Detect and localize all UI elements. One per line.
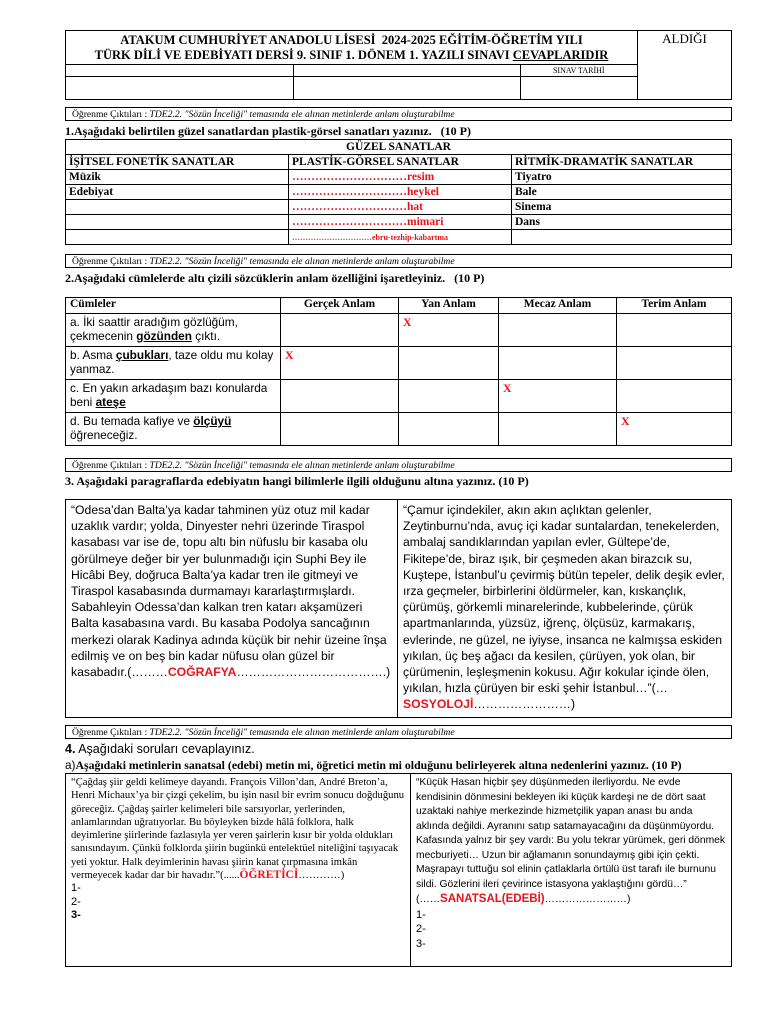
header-line2: TÜRK DİLİ VE EDEBİYATI DERSİ 9. SINIF 1. DÖNEM 1. YAZILI SINAVI CEVAPLARIDIR — [94, 48, 609, 62]
learning-outcome-3: Öğrenme Çıktıları : TDE2.2. "Sözün İnceliği" temasında ele alınan metinlerde anlam oluşturabilme — [65, 458, 732, 472]
q1-col-header: RİTMİK-DRAMATİK SANATLAR — [512, 155, 732, 170]
header-line1: ATAKUM CUMHURİYET ANADOLU LİSESİ 2024-2025 EĞİTİM-ÖĞRETİM YILI — [120, 33, 583, 47]
q3-title: 3. Aşağıdaki paragraflarda edebiyatın hangi bilimlerle ilgili olduğunu altına yazınız. (10 P) — [65, 474, 529, 488]
q4-answer-left: ÖĞRETİCİ — [239, 869, 299, 882]
q4-reason-line: 1- — [71, 882, 81, 895]
q2-col-header: Yan Anlam — [399, 298, 499, 314]
q1-title: 1.Aşağıdaki belirtilen güzel sanatlardan plastik-görsel sanatları yazınız. (10 P) — [65, 124, 472, 138]
learning-outcome-1: Öğrenme Çıktıları : TDE2.2. "Sözün İnceliği" temasında ele alınan metinlerde anlam oluşturabilme — [65, 107, 732, 121]
q4-reason-line: 2- — [71, 895, 81, 908]
q2-col-header: Cümleler — [66, 298, 281, 314]
q1-cell: Bale — [512, 185, 732, 200]
q2-col-header: Gerçek Anlam — [281, 298, 399, 314]
q4-text-right: “Küçük Hasan hiçbir şey düşünmeden ilerliyordu. Ne evde kendisinin dönmesini bekleyen iki küçük kardeşi ne de dört saat uzaktaki nahiye merkezinde hizmetçilik yapan anası bu anda aklında değildi. Ayranını satıp satamayacağını da düşünmüyordu. Kafasında yalnız bir şey vardı: Bu yolu tekrar yürümek, geri dönmek mecburiyeti… Uzun bir ağlamanın sonundaymış gibi için çekti. Maşrapayı tuttuğu sol elinin çatlaklarla örtülü üst tarafı ile burnunu sildi. Gözlerini ileri çevirince istasyona yaklaştığını gördü…” (……SANATSAL(EDEBİ)……………………) 1- 2- 3- — [411, 774, 732, 967]
q1-col-header: PLASTİK-GÖRSEL SANATLAR — [289, 155, 512, 170]
q4-reason-line: 3- — [71, 908, 81, 921]
learning-outcome-4: Öğrenme Çıktıları : TDE2.2. "Sözün İnceliği" temasında ele alınan metinlerde anlam oluşturabilme — [65, 725, 732, 739]
q2-option-cell[interactable] — [399, 347, 499, 380]
q2-option-cell[interactable] — [499, 347, 617, 380]
q2-sentence: a. İki saattir aradığım gözlüğüm, çekmecenin gözünden çıktı. — [66, 314, 281, 347]
q3-paragraph-left: “Odesa’dan Balta’ya kadar tahminen yüz otuz mil kadar uzaklık vardır; yolda, Dinyester nehri üzerinde Tiraspol kasabası var ise de, topu altı bin nüfuslu bir kasaba olu görülmeye değer bir yer bulunmadığı için Suphi Bey ile Hicâbi Bey, doğruca Balta’ya kadar tren ile gitmeyi ve Tiraspol kasabasında durmamayı kararlaştırmışlardı. Sabahleyin Odessa’dan kalkan tren katarı akşamüzeri Balta kasabasına vardı. Bu kasaba Podolya sancağının merkezi olarak Kadinya adında küçük bir nehir üzeine înşa edilmiş ve on beş bin kadar nüfusu olan güzel bir kasabadır.(………COĞRAFYA……………………………….) — [66, 500, 398, 718]
q1-table — [65, 139, 732, 245]
q1-cell — [512, 230, 732, 245]
header-line2-underlined: CEVAPLARIDIR — [512, 48, 609, 62]
q2-option-cell[interactable] — [281, 314, 399, 347]
q3-table — [65, 499, 732, 718]
q1-cell: Dans — [512, 215, 732, 230]
q2-option-cell[interactable] — [499, 413, 617, 446]
learning-outcome-2: Öğrenme Çıktıları : TDE2.2. "Sözün İnceliği" temasında ele alınan metinlerde anlam oluşturabilme — [65, 254, 732, 268]
q2-option-cell[interactable] — [399, 314, 499, 347]
q1-answer: …………………………mimari — [289, 215, 512, 230]
q2-underlined-word: gözünden — [136, 329, 192, 343]
answer-mark: X — [403, 315, 412, 329]
q2-option-cell[interactable] — [281, 380, 399, 413]
q4-reason-line: 1- — [416, 908, 426, 921]
q2-option-cell[interactable] — [281, 413, 399, 446]
student-info-row — [66, 65, 638, 77]
answer-mark: X — [621, 414, 630, 428]
q2-underlined-word: çubukları — [115, 348, 169, 362]
q2-title: 2.Aşağıdaki cümlelerde altı çizili sözcüklerin anlam özelliğini işaretleyiniz. (10 P) — [65, 271, 485, 285]
q2-option-cell[interactable] — [281, 347, 399, 380]
q4-title: 4. Aşağıdaki soruları cevaplayınız. — [65, 742, 255, 756]
q3-answer-left: COĞRAFYA — [167, 665, 237, 680]
q1-answer: …………………………ebru-tezhip-kabartma — [289, 230, 512, 245]
q2-underlined-word: ölçüyü — [193, 414, 232, 428]
q2-option-cell[interactable] — [499, 314, 617, 347]
q2-option-cell[interactable] — [617, 413, 732, 446]
q2-option-cell[interactable] — [617, 380, 732, 413]
q1-cell: Sinema — [512, 200, 732, 215]
q1-cell: Tiyatro — [512, 170, 732, 185]
answer-mark: X — [503, 381, 512, 395]
q4-table — [65, 773, 732, 967]
q4-subquestion-a: a)Aşağıdaki metinlerin sanatsal (edebi) metin mi, öğretici metin mi olduğunu belirleyerek altına nedenlerini yazınız. (10 P) — [65, 758, 682, 772]
q2-sentence: c. En yakın arkadaşım bazı konularda beni ateşe — [66, 380, 281, 413]
q4-answer-right: SANATSAL(EDEBİ) — [440, 893, 545, 905]
q1-answer: …………………………heykel — [289, 185, 512, 200]
q2-option-cell[interactable] — [499, 380, 617, 413]
header-title — [66, 31, 638, 65]
q2-col-header: Terim Anlam — [617, 298, 732, 314]
q4-reason-line: 2- — [416, 923, 426, 935]
exam-header — [65, 30, 732, 100]
q2-option-cell[interactable] — [617, 314, 732, 347]
q2-sentence: d. Bu temada kafiye ve ölçüyü öğreneceğiz. — [66, 413, 281, 446]
q1-answer: …………………………hat — [289, 200, 512, 215]
q3-paragraph-right: “Çamur içindekiler, akın akın açlıktan gelenler, Zeytinburnu’nda, avuç içi kadar suntalardan, tenekelerden, ambalaj sandıklarından yapılan evler, Gültepe’de, Fikitepe’de, biraz ışık, bir çeşmeden akan birazcık su, Kuştepe, İstanbul’u çevirmiş bütün tepeler, delik deşik evler, ırza geçmeler, birbirlerini öldürmeler, kan, kıskançlık, çürümüş, görkemli minarelerinde, kubbelerinde, çürük apartmanlarında, yüzsüz, iğrenç, ölçüsüz, karmakarış, evlerinde, ne güzel, ne iyiyse, insanca ne kalmışsa eskiden yıkılan, üç beş ağacı da kesilen, çürüyen, yok olan, bir çürümenin, leşleşmenin kokusu. Ağır kokular içinde ölen, yıkılan, hızla çürüyen bir eski şehir İstanbul…”(…SOSYOLOJİ……………………) — [398, 500, 732, 718]
student-fields-row — [66, 77, 638, 100]
answer-mark: X — [285, 348, 294, 362]
q1-cell: Müzik — [66, 170, 289, 185]
q2-option-cell[interactable] — [617, 347, 732, 380]
q1-cell — [66, 230, 289, 245]
q2-col-header: Mecaz Anlam — [499, 298, 617, 314]
q1-cell — [66, 200, 289, 215]
q3-answer-right: SOSYOLOJİ — [403, 697, 474, 712]
score-label: ALDIĞI — [662, 31, 707, 46]
q1-cell — [66, 215, 289, 230]
q4-text-left: “Çağdaş şiir geldi kelimeye dayandı. François Villon’dan, André Breton’a, Henri Michaux’ya bir çizgi çekelim, bu işin nasıl bir evrim sonucu doğduğunu göreceğiz. Çağdaş şairler kelimeleri bile sarsıyorlar, yerlerinden, anlamlarından uğratıyorlar. Bu böyleyken bizde hâlâ folklora, halk deyimlerine şiirlerinde fazlasıyla yer veren şairlerin kısır bir yolda oldukları sanısındayım. Çünkü folklorda şiirin bugünkü entelektüel niteliğini taşıyacak yeti yoktur. Halk deyimlerinin havası şiirin kanat çırpmasına imkân vermeyecek kadar dar bir havadır.”(......ÖĞRETİCİ…………) 1- 2- 3- — [66, 774, 411, 967]
exam-date-label: SINAV TARİHİ — [552, 66, 605, 75]
q4-reason-line: 3- — [416, 937, 426, 950]
score-box — [638, 31, 732, 100]
q2-option-cell[interactable] — [399, 380, 499, 413]
q2-table — [65, 297, 732, 446]
q1-col-header: İŞİTSEL FONETİK SANATLAR — [66, 155, 289, 170]
q2-underlined-word: ateşe — [95, 395, 126, 409]
q1-cell: Edebiyat — [66, 185, 289, 200]
q1-table-title: GÜZEL SANATLAR — [66, 140, 732, 155]
q2-option-cell[interactable] — [399, 413, 499, 446]
q2-sentence: b. Asma çubukları, taze oldu mu kolay yanmaz. — [66, 347, 281, 380]
q1-answer: …………………………resim — [289, 170, 512, 185]
